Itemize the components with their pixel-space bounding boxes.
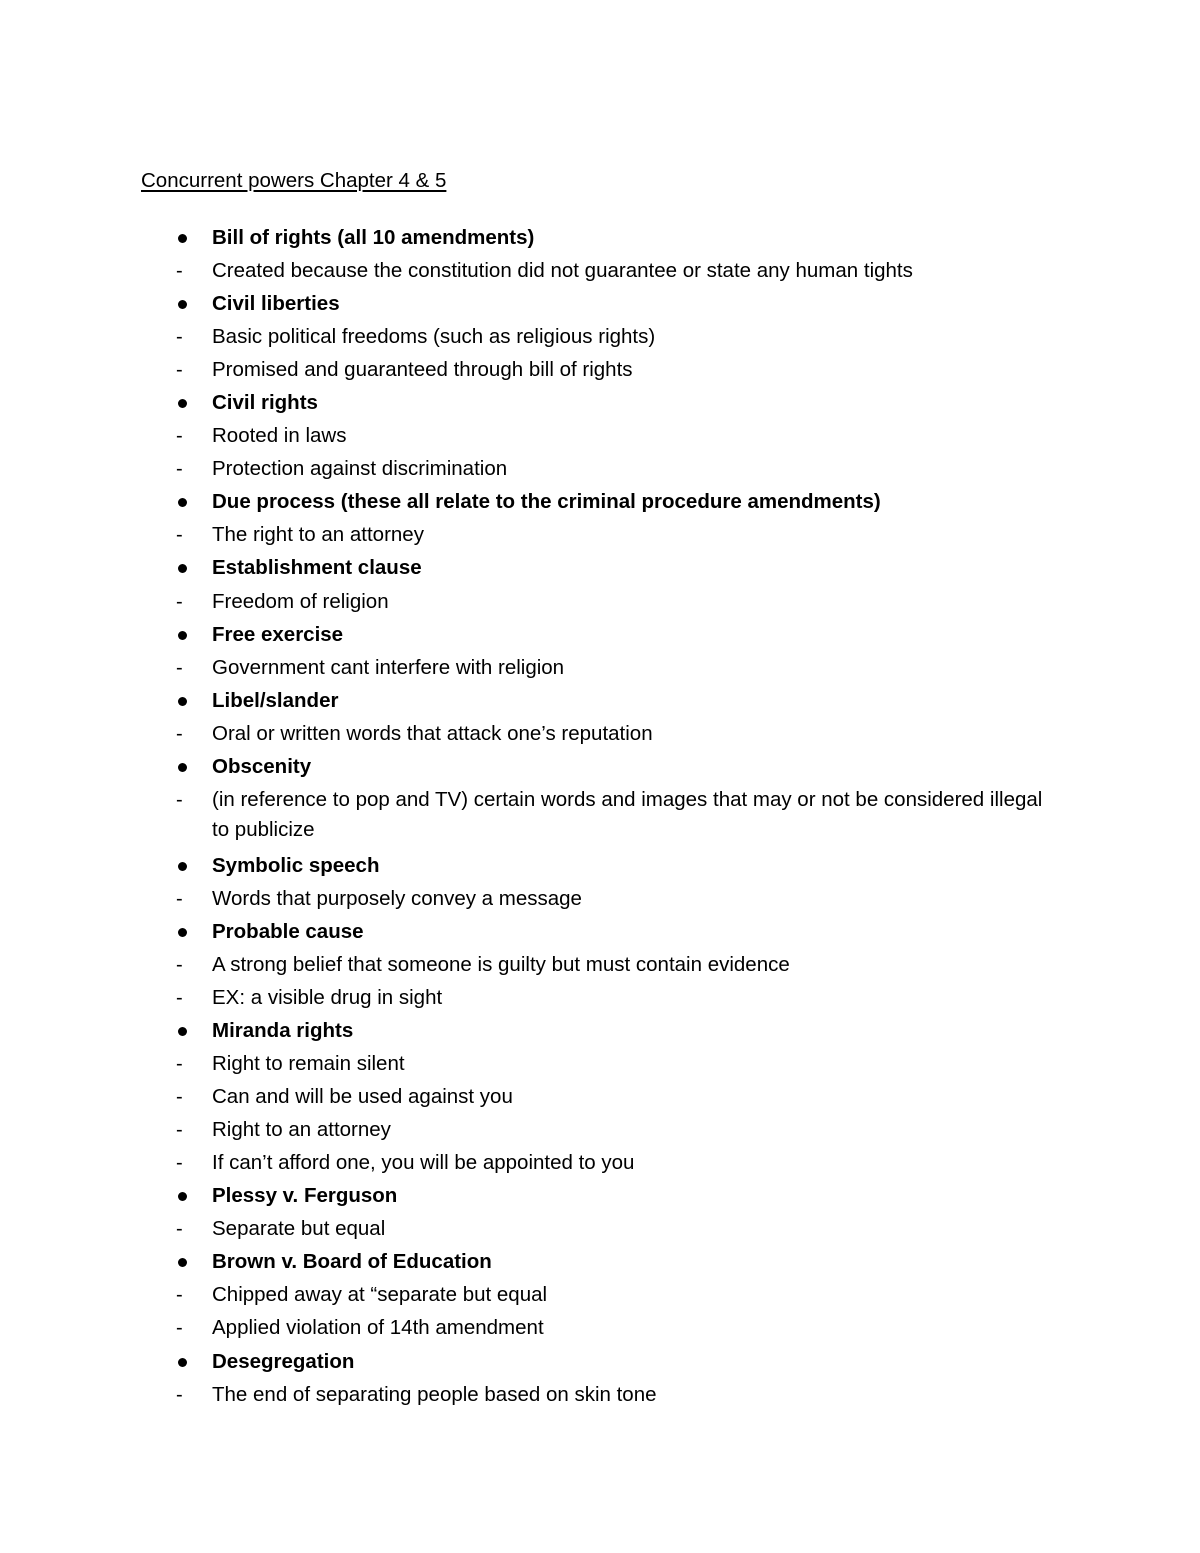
dash-marker: - [176, 1383, 183, 1406]
definition-text: Basic political freedoms (such as religious rights) [212, 325, 656, 349]
term-item [0, 917, 1200, 950]
bullet-icon [178, 1192, 187, 1201]
definition-text: Government cant interfere with religion [212, 655, 565, 679]
term-text: Free exercise [212, 622, 344, 646]
definition-item [0, 520, 1200, 553]
bullet-icon [178, 498, 187, 507]
dash-marker: - [176, 326, 183, 349]
definition-text: Protection against discrimination [212, 457, 508, 481]
bullet-icon [178, 697, 187, 706]
definition-item [0, 421, 1200, 454]
term-text: Libel/slander [212, 688, 339, 712]
definition-item [0, 983, 1200, 1016]
term-item [0, 223, 1200, 256]
definition-text: Words that purposely convey a message [212, 886, 582, 910]
dash-marker: - [176, 986, 183, 1009]
definition-text: The right to an attorney [212, 523, 424, 547]
notes-list [0, 223, 1200, 1413]
bullet-icon [178, 1027, 187, 1036]
term-text: Obscenity [212, 754, 312, 778]
dash-marker: - [176, 590, 183, 613]
term-item [0, 752, 1200, 785]
bullet-icon [178, 399, 187, 408]
definition-text: Chipped away at “separate but equal [212, 1283, 548, 1307]
definition-item [0, 1380, 1200, 1413]
bullet-icon [178, 234, 187, 243]
bullet-icon [178, 928, 187, 937]
dash-marker: - [176, 260, 183, 283]
dash-marker: - [176, 458, 183, 481]
term-item [0, 487, 1200, 520]
bullet-icon [178, 631, 187, 640]
bullet-icon [178, 1258, 187, 1267]
term-item [0, 851, 1200, 884]
definition-item [0, 322, 1200, 355]
dash-marker: - [176, 1053, 183, 1076]
definition-text: A strong belief that someone is guilty but must contain evidence [212, 952, 790, 976]
dash-marker: - [176, 887, 183, 910]
document-title: Concurrent powers Chapter 4 & 5 [141, 169, 447, 192]
term-text: Civil liberties [212, 292, 340, 316]
definition-item [0, 884, 1200, 917]
definition-text: Right to an attorney [212, 1118, 391, 1142]
dash-marker: - [176, 1284, 183, 1307]
bullet-icon [178, 862, 187, 871]
definition-text: Oral or written words that attack one’s reputation [212, 721, 653, 745]
dash-marker: - [176, 1152, 183, 1175]
dash-marker: - [176, 1119, 183, 1142]
definition-text: Right to remain silent [212, 1052, 405, 1076]
dash-marker: - [176, 788, 183, 811]
definition-item [0, 1313, 1200, 1346]
term-item [0, 1247, 1200, 1280]
term-text: Symbolic speech [212, 853, 380, 877]
definition-item [0, 950, 1200, 983]
definition-item [0, 587, 1200, 620]
term-item [0, 686, 1200, 719]
term-item [0, 553, 1200, 586]
term-item [0, 1016, 1200, 1049]
dash-marker: - [176, 425, 183, 448]
term-text: Probable cause [212, 919, 364, 943]
definition-text: Rooted in laws [212, 424, 347, 448]
dash-marker: - [176, 1086, 183, 1109]
definition-item [0, 256, 1200, 289]
definition-item [0, 653, 1200, 686]
definition-item [0, 1280, 1200, 1313]
definition-item [0, 719, 1200, 752]
definition-text: Promised and guaranteed through bill of rights [212, 358, 633, 382]
definition-item [0, 1082, 1200, 1115]
definition-text: The end of separating people based on skin tone [212, 1382, 657, 1406]
definition-item [0, 355, 1200, 388]
definition-text: Applied violation of 14th amendment [212, 1316, 544, 1340]
definition-item [0, 454, 1200, 487]
term-text: Establishment clause [212, 556, 422, 580]
bullet-icon [178, 763, 187, 772]
definition-item [0, 785, 1200, 851]
dash-marker: - [176, 359, 183, 382]
definition-item [0, 1115, 1200, 1148]
term-item [0, 1347, 1200, 1380]
dash-marker: - [176, 656, 183, 679]
term-text: Brown v. Board of Education [212, 1250, 492, 1274]
definition-text: Freedom of religion [212, 589, 389, 613]
dash-marker: - [176, 1218, 183, 1241]
definition-text: Created because the constitution did not guarantee or state any human tights [212, 259, 913, 283]
term-text: Desegregation [212, 1349, 355, 1373]
dash-marker: - [176, 1317, 183, 1340]
term-text: Miranda rights [212, 1019, 354, 1043]
definition-text: If can’t afford one, you will be appointed to you [212, 1151, 635, 1175]
bullet-icon [178, 564, 187, 573]
definition-text: EX: a visible drug in sight [212, 985, 443, 1009]
term-text: Civil rights [212, 391, 318, 415]
dash-marker: - [176, 953, 183, 976]
bullet-icon [178, 300, 187, 309]
definition-item [0, 1049, 1200, 1082]
term-item [0, 388, 1200, 421]
term-text: Plessy v. Ferguson [212, 1184, 398, 1208]
dash-marker: - [176, 524, 183, 547]
term-item [0, 289, 1200, 322]
term-item [0, 1181, 1200, 1214]
dash-marker: - [176, 722, 183, 745]
definition-text: Separate but equal [212, 1217, 386, 1241]
term-text: Due process (these all relate to the criminal procedure amendments) [212, 490, 881, 514]
definition-item [0, 1148, 1200, 1181]
bullet-icon [178, 1358, 187, 1367]
definition-text: Can and will be used against you [212, 1085, 513, 1109]
term-text: Bill of rights (all 10 amendments) [212, 226, 535, 249]
definition-text: (in reference to pop and TV) certain words and images that may or not be considered illegal to publicize [212, 787, 1043, 841]
term-item [0, 620, 1200, 653]
definition-item [0, 1214, 1200, 1247]
